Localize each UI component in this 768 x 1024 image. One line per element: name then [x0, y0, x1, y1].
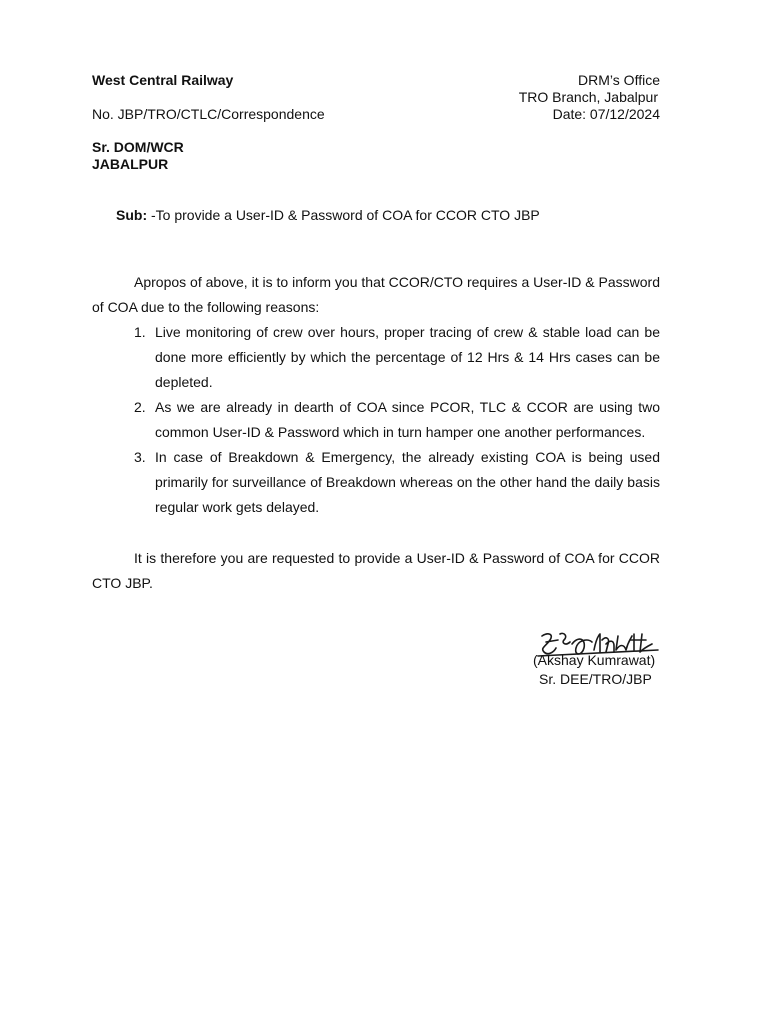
signatory-name: (Akshay Kumrawat) [533, 652, 656, 668]
subject-text: -To provide a User-ID & Password of COA for CCOR CTO JBP [147, 207, 540, 223]
reference-number: No. JBP/TRO/CTLC/Correspondence [92, 106, 325, 122]
closing-paragraph [92, 546, 660, 596]
letter-date: Date: 07/12/2024 [552, 106, 660, 122]
organization-name: West Central Railway [92, 72, 234, 88]
reasons-list [92, 320, 660, 520]
list-item [92, 445, 660, 520]
branch-name: TRO Branch, Jabalpur [518, 89, 658, 105]
intro-text: Apropos of above, it is to inform you that CCOR/CTO requires a User-ID & Password of COA due to the following reasons: [92, 274, 660, 315]
list-item-text: Live monitoring of crew over hours, proper tracing of crew & stable load can be done more efficiently by which the percentage of 12 Hrs & 14 Hrs cases can be depleted. [155, 324, 660, 390]
list-item-number: 3. [134, 449, 146, 465]
subject-line [116, 207, 540, 224]
list-item-text: In case of Breakdown & Emergency, the already existing COA is being used primarily for surveillance of Breakdown whereas on the other hand the daily basis regular work gets delayed. [155, 449, 660, 515]
list-item [92, 320, 660, 395]
addressee-line-1: Sr. DOM/WCR [92, 139, 184, 155]
list-item-number: 1. [134, 324, 146, 340]
addressee-line-2: JABALPUR [92, 156, 169, 172]
office-name: DRM’s Office [578, 72, 660, 88]
closing-text: It is therefore you are requested to provide a User-ID & Password of COA for CCOR CTO JBP. [92, 550, 660, 591]
list-item-number: 2. [134, 399, 146, 415]
subject-label: Sub: [116, 207, 148, 223]
intro-paragraph [92, 270, 660, 320]
signatory-designation: Sr. DEE/TRO/JBP [539, 671, 652, 687]
list-item-text: As we are already in dearth of COA since PCOR, TLC & CCOR are using two common User-ID & Password which in turn hamper one another performances. [155, 399, 660, 440]
list-item [92, 395, 660, 445]
